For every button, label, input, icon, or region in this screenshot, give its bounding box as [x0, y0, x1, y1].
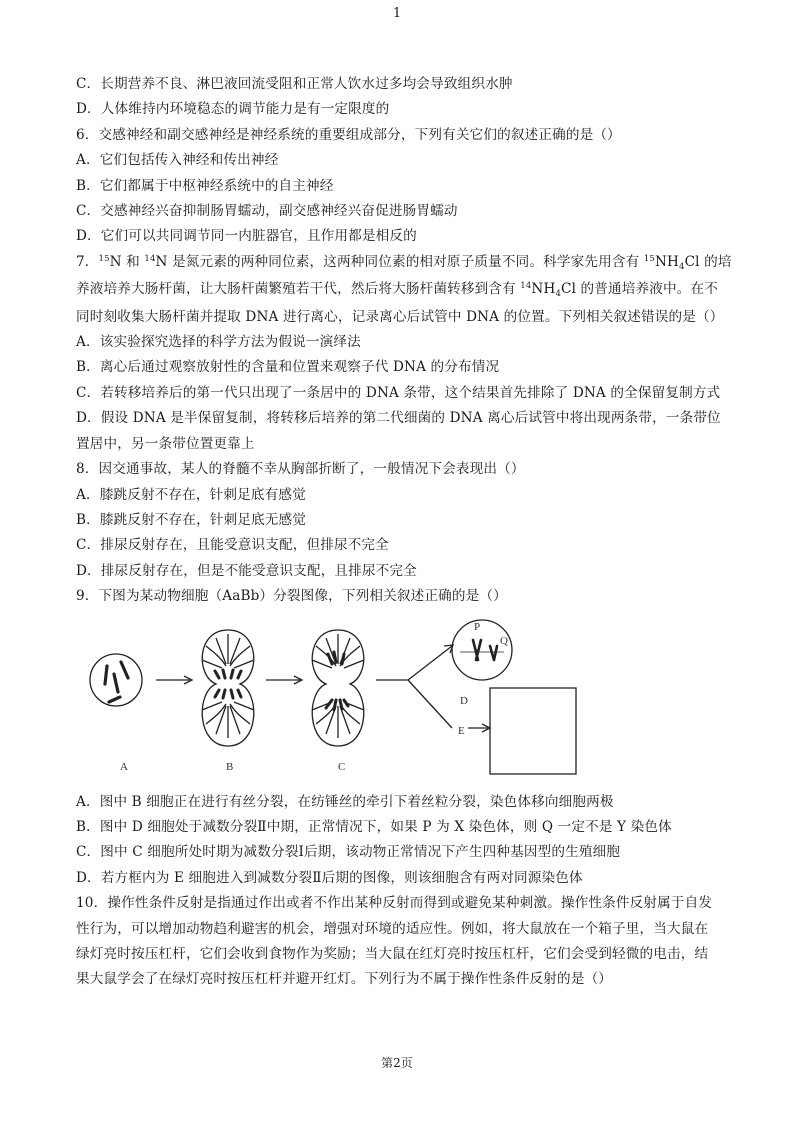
- text-segment: C．若转移培养后的第一代只出现了一条居中的 DNA 条带，这个结果首先排除了 DNA 的全保留复制方式: [76, 384, 721, 401]
- text-segment: A．膝跳反射不存在，针刺足底有感觉: [76, 486, 306, 503]
- q9-option-b: [76, 815, 726, 840]
- label-q: Q: [500, 634, 508, 647]
- arrow-c-to-d-e: [376, 645, 453, 728]
- page-top-marker: 1: [392, 6, 402, 21]
- q5-option-d: [76, 97, 726, 122]
- text-segment: C．图中 C 细胞所处时期为减数分裂Ⅰ后期，该动物正常情况下产生四种基因型的生殖细胞: [76, 844, 621, 861]
- text-segment: C．长期营养不良、淋巴液回流受阻和正常人饮水过多均会导致组织水肿: [76, 76, 513, 92]
- text-segment: D．假设 DNA 是半保留复制，将转移后培养的第二代细菌的 DNA 离心后试管中将出现两条带，一条带位: [76, 410, 721, 427]
- text-segment: 绿灯亮时按压杠杆，它们会收到食物作为奖励；当大鼠在红灯亮时按压杠杆，它们会受到轻微的电击，结: [76, 945, 709, 962]
- label-a: A: [120, 760, 128, 773]
- label-c: C: [338, 760, 346, 773]
- text-segment: NH: [531, 281, 556, 298]
- cell-division-figure: [76, 616, 726, 784]
- text-segment: B．图中 D 细胞处于减数分裂Ⅱ中期，正常情况下，如果 P 为 X 染色体，则 Q 一定不是 Y 染色体: [76, 818, 672, 835]
- q8-option-a: [76, 483, 726, 508]
- q6-option-d: [76, 224, 726, 249]
- arrow-b-to-c: [266, 676, 302, 684]
- q6-option-c: [76, 199, 726, 224]
- text-segment: D．人体维持内环境稳态的调节能力是有一定限度的: [76, 101, 390, 118]
- text-segment: D．它们可以共同调节同一内脏器官，且作用都是相反的: [76, 228, 417, 245]
- superscript: 15: [98, 253, 110, 264]
- q9-option-a: [76, 790, 726, 815]
- text-segment: C．排尿反射存在，且能受意识支配，但排尿不完全: [76, 537, 389, 554]
- arrow-to-e: [468, 724, 490, 732]
- text-segment: 置居中，另一条带位置更靠上: [76, 435, 255, 452]
- text-segment: C．交感神经兴奋抑制肠胃蠕动，副交感神经兴奋促进肠胃蠕动: [76, 203, 458, 220]
- text-segment: 果大鼠学会了在绿灯亮时按压杠杆并避开红灯。下列行为不属于操作性条件反射的是（）: [76, 971, 613, 988]
- arrow-a-to-b: [156, 676, 192, 684]
- text-segment: 9．下图为某动物细胞（AaBb）分裂图像，下列相关叙述正确的是（）: [76, 588, 507, 605]
- q5-option-c: [76, 72, 726, 97]
- q8-option-c: [76, 533, 726, 558]
- q7-stem-line3: [76, 305, 726, 330]
- q6-stem: [76, 123, 726, 148]
- q7-option-b: [76, 355, 726, 380]
- q7-stem-line1: [76, 250, 732, 277]
- q8-stem: [76, 457, 726, 482]
- q7-option-a: [76, 330, 726, 355]
- cell-b: [202, 630, 254, 746]
- questions-block-top: [76, 72, 732, 610]
- text-segment: A．它们包括传入神经和传出神经: [76, 152, 279, 169]
- label-d: D: [460, 694, 468, 707]
- text-segment: A．该实验探究选择的科学方法为假说一演绎法: [76, 334, 361, 351]
- label-e: E: [458, 724, 465, 737]
- text-segment: 性行为，可以增加动物趋利避害的机会，增强对环境的适应性。例如，将大鼠放在一个箱子里，当大鼠在: [76, 920, 709, 937]
- page-number-footer: 第2页: [381, 1056, 413, 1070]
- cell-division-diagram: [76, 616, 726, 784]
- subscript: 4: [555, 289, 562, 300]
- subscript: 4: [679, 261, 685, 272]
- superscript: 15: [643, 253, 655, 264]
- text-segment: 同时刻收集大肠杆菌并提取 DNA 进行离心，记录离心后试管中 DNA 的位置。下列相关叙述错误的是（）: [76, 308, 724, 325]
- q7-option-d-line1: [76, 406, 726, 431]
- text-segment: D．排尿反射存在，但是不能受意识支配，且排尿不完全: [76, 562, 417, 579]
- text-segment: 7．: [76, 253, 99, 270]
- q9-option-d: [76, 866, 726, 891]
- text-segment: 养液培养大肠杆菌，让大肠杆菌繁殖若干代，然后将大肠杆菌转移到含有: [76, 281, 521, 298]
- exam-content: [76, 72, 732, 993]
- q9-stem: [76, 584, 726, 609]
- superscript: 14: [520, 281, 532, 292]
- q8-option-b: [76, 508, 726, 533]
- text-segment: B．膝跳反射不存在，针刺足底无感觉: [76, 511, 307, 528]
- cell-a: [90, 654, 142, 706]
- q7-option-d-line2: [76, 432, 726, 457]
- q6-option-b: [76, 174, 726, 199]
- label-b: B: [226, 760, 234, 773]
- q10-stem-line1: [76, 891, 726, 916]
- q7-option-c: [76, 381, 726, 406]
- q9-option-c: [76, 840, 726, 865]
- text-segment: N 和: [109, 253, 145, 270]
- text-segment: N 是氮元素的两种同位素，这两种同位素的相对原子质量不同。科学家先用含有: [155, 253, 644, 270]
- superscript: 14: [144, 253, 156, 264]
- q7-stem-line2: [76, 277, 726, 304]
- text-segment: 8．因交通事故，某人的脊髓不幸从胸部折断了，一般情况下会表现出（）: [76, 461, 525, 478]
- label-p: P: [474, 620, 481, 633]
- text-segment: D．若方框内为 E 细胞进入到减数分裂Ⅱ后期的图像，则该细胞含有两对同源染色体: [76, 869, 583, 886]
- text-segment: Cl 的培: [684, 253, 732, 270]
- cell-c: [312, 630, 364, 746]
- text-segment: B．离心后通过观察放射性的含量和位置来观察子代 DNA 的分布情况: [76, 359, 500, 376]
- cell-d: [452, 620, 512, 680]
- text-segment: NH: [654, 253, 679, 270]
- q10-stem-line3: [76, 942, 726, 967]
- text-segment: Cl 的普通培养液中。在不: [561, 281, 718, 298]
- q6-option-a: [76, 148, 726, 173]
- q10-stem-line4: [76, 967, 726, 992]
- q8-option-d: [76, 559, 726, 584]
- blank-box-e: [490, 688, 576, 774]
- questions-block-bottom: [76, 790, 726, 993]
- text-segment: B．它们都属于中枢神经系统中的自主神经: [76, 177, 334, 194]
- q10-stem-line2: [76, 917, 726, 942]
- text-segment: 10．操作性条件反射是指通过作出或者不作出某种反射而得到或避免某种刺激。操作性条件反射属于自发: [76, 895, 713, 912]
- text-segment: 6．交感神经和副交感神经是神经系统的重要组成部分，下列有关它们的叙述正确的是（）: [76, 126, 621, 143]
- text-segment: A．图中 B 细胞正在进行有丝分裂，在纺锤丝的牵引下着丝粒分裂，染色体移向细胞两极: [76, 793, 614, 810]
